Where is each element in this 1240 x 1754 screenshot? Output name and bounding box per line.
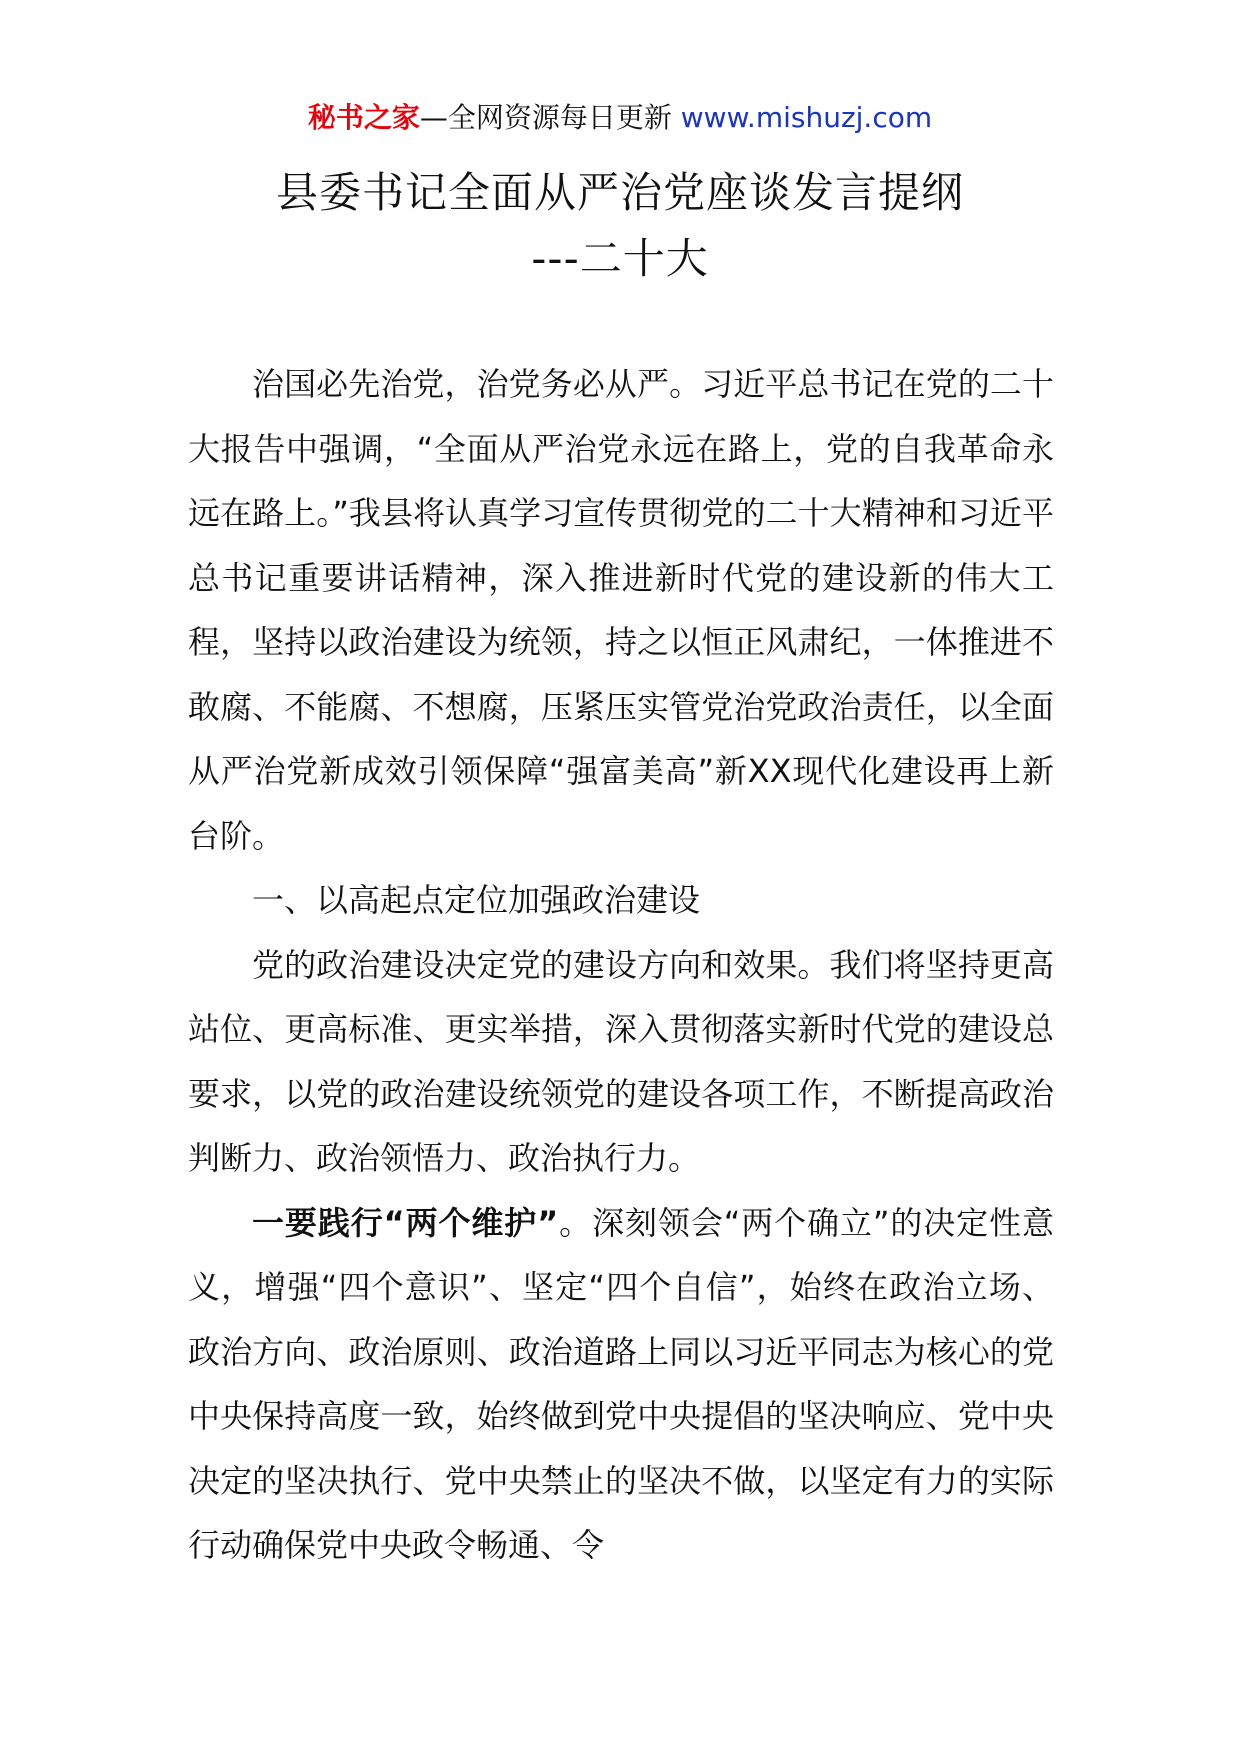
document-subtitle: ---二十大 bbox=[531, 234, 709, 283]
section-heading-1: 一、以高起点定位加强政治建设 bbox=[252, 881, 701, 919]
paragraph-intro: 治国必先治党，治党务必从严。习近平总书记在党的二十大报告中强调，“全面从严治党永远在路上，党的自我革命永远在路上。”我县将认真学习宣传贯彻党的二十大精神和习近平总书记重要讲话精神，深入推进新时代党的建设新的伟大工程，坚持以政治建设为统领，持之以恒正风肃纪，一体推进不敢腐、不能腐、不想腐，压紧压实管党治党政治责任，以全面从严治党新成效引领保障“强富美高”新XX现代化建设再上新台阶。 bbox=[188, 365, 1054, 855]
document-body bbox=[188, 352, 1054, 1578]
site-url-link[interactable]: www.mishuzj.com bbox=[680, 101, 933, 134]
document-title: 县委书记全面从严治党座谈发言提纲 bbox=[275, 168, 964, 217]
paragraph-political-building: 党的政治建设决定党的建设方向和效果。我们将坚持更高站位、更高标准、更实举措，深入贯彻落实新时代党的建设总要求，以党的政治建设统领党的建设各项工作，不断提高政治判断力、政治领悟力、政治执行力。 bbox=[188, 945, 1054, 1177]
site-brand: 秘书之家 bbox=[307, 101, 420, 134]
paragraph-two-upholds bbox=[188, 1191, 1054, 1578]
site-tagline: —全网资源每日更新 bbox=[419, 101, 681, 134]
paragraph-lead-rest: 。深刻领会“两个确立”的决定性意义，增强“四个意识”、坚定“四个自信”，始终在政治立场、政治方向、政治原则、政治道路上同以习近平同志为核心的党中央保持高度一致，始终做到党中央提倡的坚决响应、党中央决定的坚决执行、党中央禁止的坚决不做，以坚定有力的实际行动确保党中央政令畅通、令 bbox=[188, 1203, 1054, 1564]
paragraph-lead-bold: 一要践行“两个维护” bbox=[252, 1203, 559, 1242]
site-banner bbox=[0, 98, 1240, 138]
